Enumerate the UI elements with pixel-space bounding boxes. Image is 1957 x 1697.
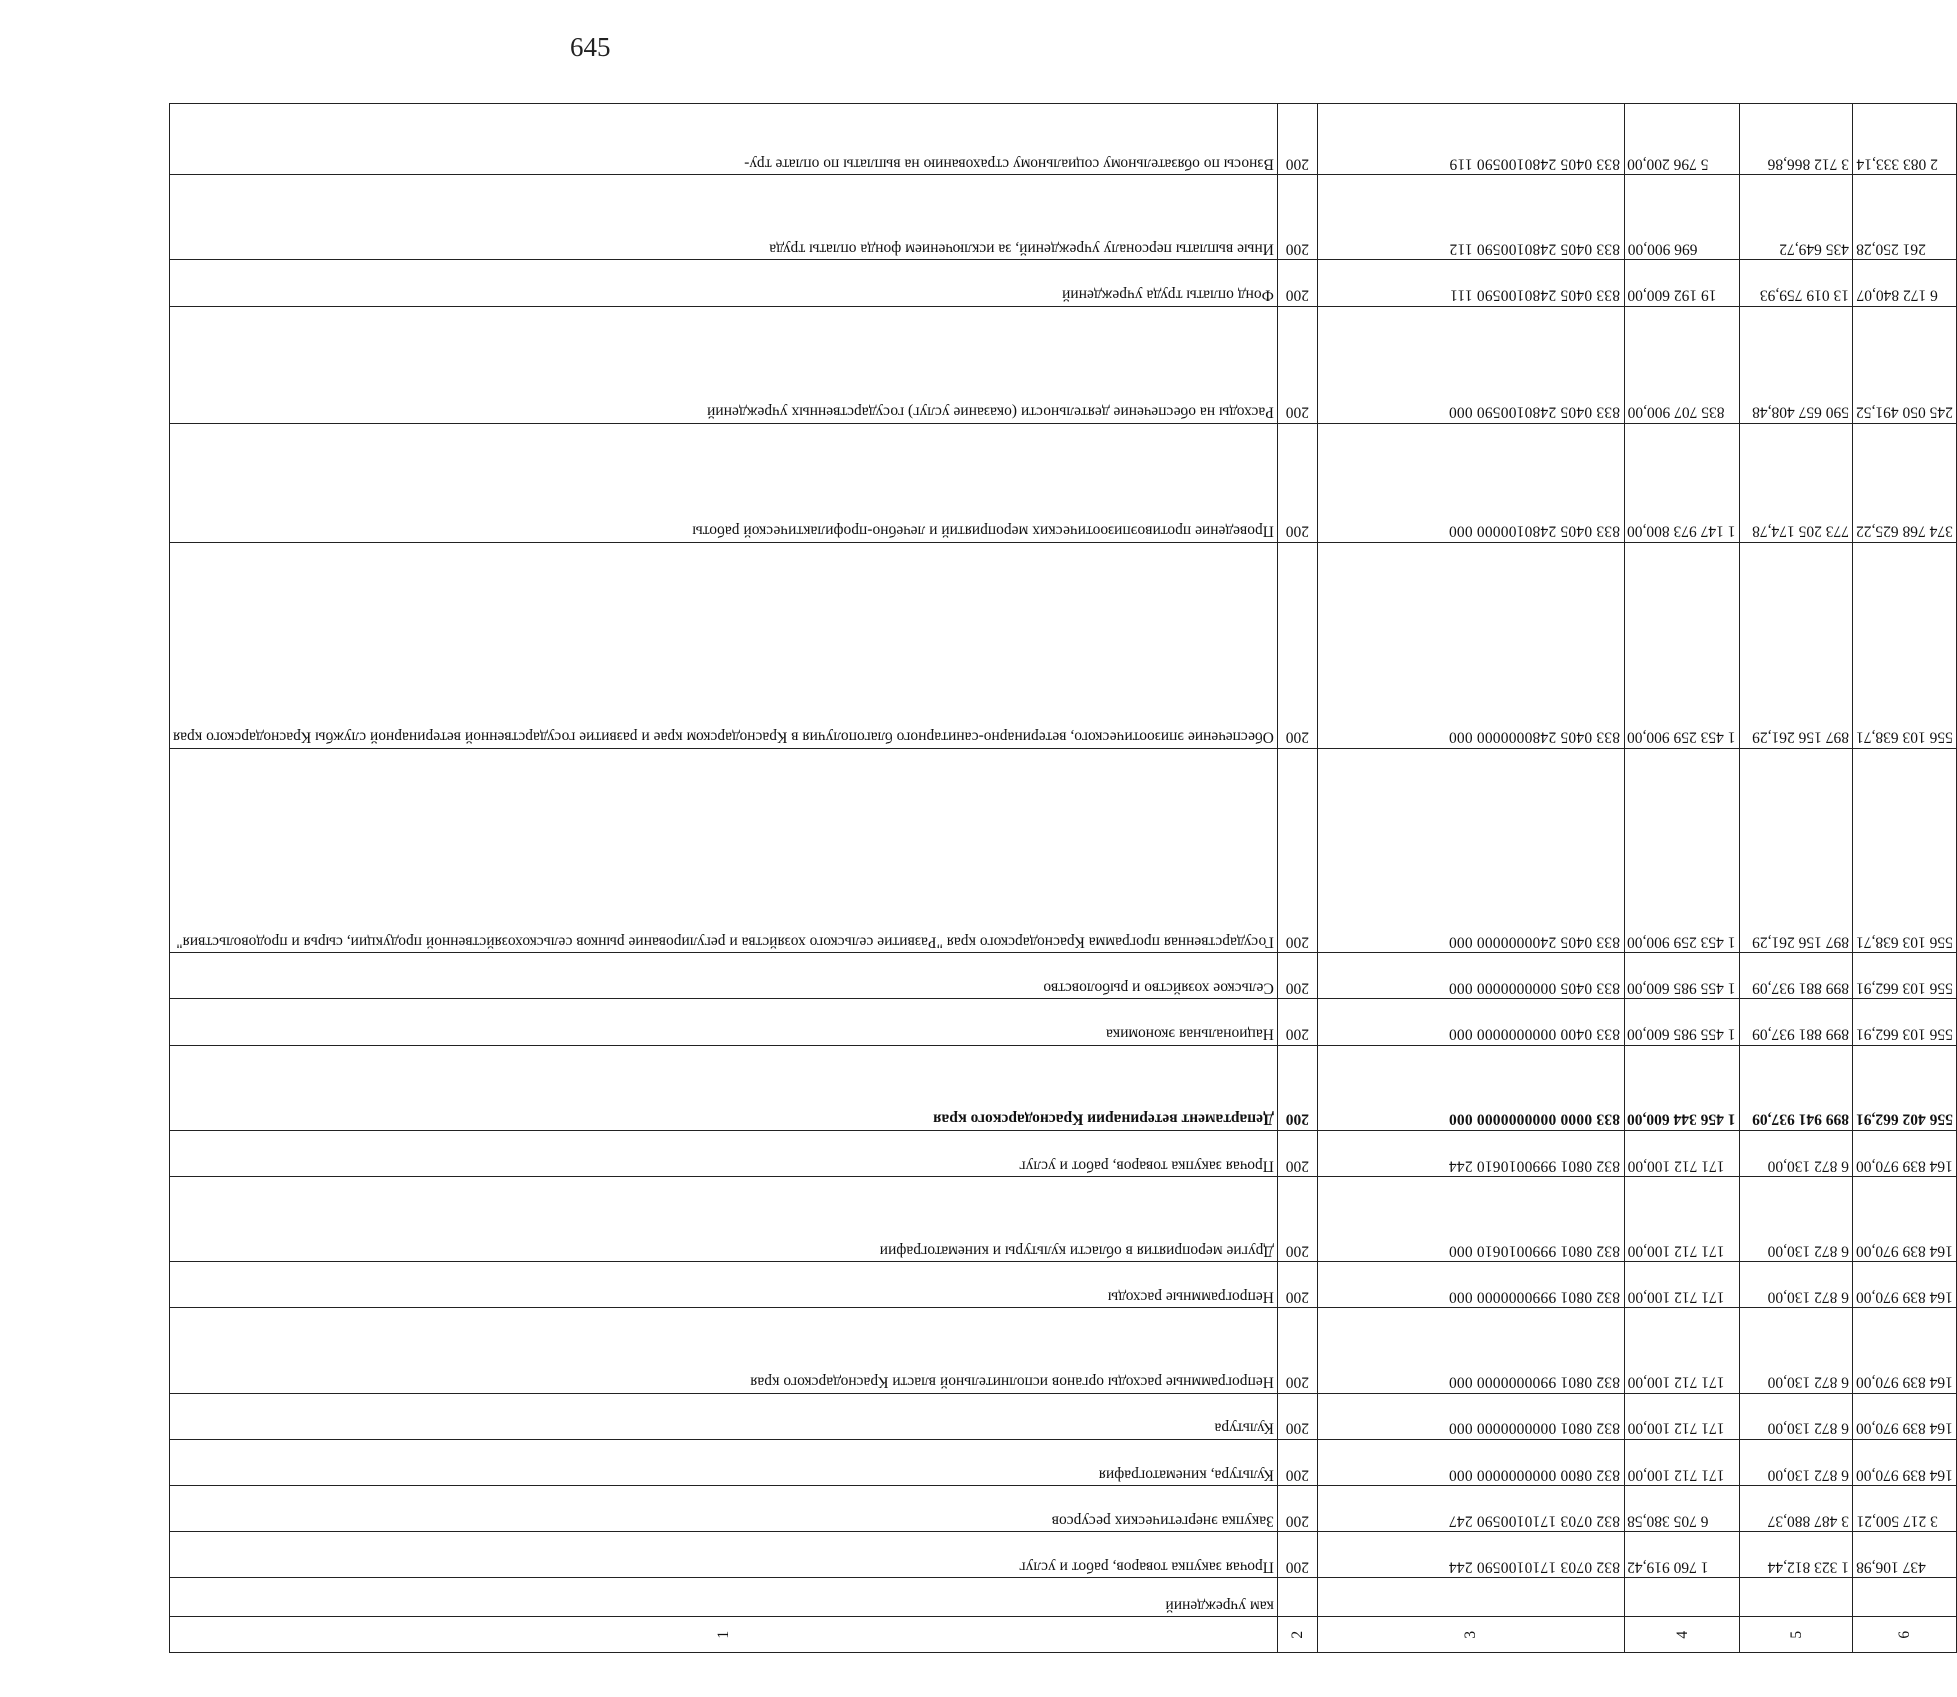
row-remainder-cell: 556 402 662,91 — [1853, 1045, 1957, 1130]
row-remainder-cell: 164 839 970,00 — [1853, 1130, 1957, 1176]
row-name-cell: Национальная экономика — [170, 999, 1278, 1045]
row-group-cell: 200 — [1277, 953, 1317, 999]
row-approved-cell: 171 712 100,00 — [1624, 1439, 1740, 1485]
row-name-cell: Культура — [170, 1393, 1278, 1439]
row-name-cell: Прочая закупка товаров, работ и услуг — [170, 1130, 1278, 1176]
row-executed-cell — [1740, 1578, 1853, 1617]
row-code-cell: 833 0405 2480100590 112 — [1317, 175, 1624, 260]
row-group-cell: 200 — [1277, 1177, 1317, 1262]
row-code-cell: 833 0405 2480100590 111 — [1317, 260, 1624, 306]
row-name-cell: Непрограммные расходы — [170, 1262, 1278, 1308]
row-executed-cell: 897 156 261,29 — [1740, 542, 1853, 748]
row-name-cell: Прочая закупка товаров, работ и услуг — [170, 1532, 1278, 1578]
row-approved-cell: 1 147 973 800,00 — [1624, 423, 1740, 542]
row-code-cell: 832 0801 9900000000 000 — [1317, 1308, 1624, 1393]
row-executed-cell: 899 881 937,09 — [1740, 953, 1853, 999]
row-group-cell: 200 — [1277, 748, 1317, 952]
row-executed-cell: 13 019 759,93 — [1740, 260, 1853, 306]
row-name-cell: кам учреждений — [170, 1578, 1278, 1617]
row-name-cell: Закупка энергетических ресурсов — [170, 1486, 1278, 1532]
row-code-cell: 832 0800 0000000000 000 — [1317, 1439, 1624, 1485]
row-approved-cell: 1 455 985 600,00 — [1624, 999, 1740, 1045]
row-remainder-cell: 437 106,98 — [1853, 1532, 1957, 1578]
column-header: 1 — [170, 1617, 1278, 1653]
row-approved-cell: 835 707 900,00 — [1624, 306, 1740, 423]
row-group-cell: 200 — [1277, 1532, 1317, 1578]
row-approved-cell: 1 455 985 600,00 — [1624, 953, 1740, 999]
row-executed-cell: 1 323 812,44 — [1740, 1532, 1853, 1578]
row-remainder-cell: 245 050 491,52 — [1853, 306, 1957, 423]
field-row-2 — [1277, 104, 1317, 1653]
row-remainder-cell: 556 103 662,91 — [1853, 999, 1957, 1045]
row-executed-cell: 6 872 130,00 — [1740, 1308, 1853, 1393]
row-group-cell: 200 — [1277, 306, 1317, 423]
row-code-cell: 833 0405 0000000000 000 — [1317, 953, 1624, 999]
row-group-cell: 200 — [1277, 542, 1317, 748]
row-executed-cell: 6 872 130,00 — [1740, 1439, 1853, 1485]
row-executed-cell: 3 712 866,86 — [1740, 104, 1853, 175]
row-name-cell: Расходы на обеспечение деятельности (оказание услуг) государственных учреждений — [170, 306, 1278, 423]
column-header: 6 — [1853, 1617, 1957, 1653]
row-approved-cell: 6 705 380,58 — [1624, 1486, 1740, 1532]
row-remainder-cell: 374 768 625,22 — [1853, 423, 1957, 542]
row-code-cell: 832 0801 9990010610 000 — [1317, 1177, 1624, 1262]
row-name-cell: Фонд оплаты труда учреждений — [170, 260, 1278, 306]
row-executed-cell: 6 872 130,00 — [1740, 1262, 1853, 1308]
row-code-cell: 833 0405 2480000000 000 — [1317, 542, 1624, 748]
row-remainder-cell: 164 839 970,00 — [1853, 1393, 1957, 1439]
row-code-cell: 833 0405 2480100590 000 — [1317, 306, 1624, 423]
row-remainder-cell: 164 839 970,00 — [1853, 1308, 1957, 1393]
row-executed-cell: 899 881 937,09 — [1740, 999, 1853, 1045]
row-remainder-cell: 2 083 333,14 — [1853, 104, 1957, 175]
column-header: 2 — [1277, 1617, 1317, 1653]
row-group-cell: 200 — [1277, 1045, 1317, 1130]
row-executed-cell: 6 872 130,00 — [1740, 1177, 1853, 1262]
row-remainder-cell — [1853, 1578, 1957, 1617]
row-remainder-cell: 3 217 500,21 — [1853, 1486, 1957, 1532]
row-name-cell: Обеспечение эпизоотического, ветеринарно-санитарного благополучия в Краснодарском крае и развитие государственной ветеринарной службы Краснодарского края — [170, 542, 1278, 748]
field-row-6 — [1853, 104, 1957, 1653]
row-code-cell: 832 0703 1710100590 247 — [1317, 1486, 1624, 1532]
row-remainder-cell: 261 250,28 — [1853, 175, 1957, 260]
row-executed-cell: 435 649,72 — [1740, 175, 1853, 260]
row-approved-cell: 171 712 100,00 — [1624, 1177, 1740, 1262]
row-remainder-cell: 164 839 970,00 — [1853, 1262, 1957, 1308]
row-code-cell: 833 0405 2480100590 119 — [1317, 104, 1624, 175]
column-header: 3 — [1317, 1617, 1624, 1653]
row-code-cell: 833 0400 0000000000 000 — [1317, 999, 1624, 1045]
row-name-cell: Другие мероприятия в области культуры и кинематографии — [170, 1177, 1278, 1262]
row-remainder-cell: 164 839 970,00 — [1853, 1439, 1957, 1485]
column-header: 5 — [1740, 1617, 1853, 1653]
budget-table-rotated — [169, 103, 1954, 1653]
row-approved-cell: 171 712 100,00 — [1624, 1308, 1740, 1393]
row-name-cell: Сельское хозяйство и рыболовство — [170, 953, 1278, 999]
row-approved-cell: 171 712 100,00 — [1624, 1130, 1740, 1176]
field-row-4 — [1624, 104, 1740, 1653]
row-code-cell: 833 0405 2480100000 000 — [1317, 423, 1624, 542]
row-executed-cell: 773 205 174,78 — [1740, 423, 1853, 542]
row-group-cell: 200 — [1277, 1439, 1317, 1485]
row-name-cell: Проведение противоэпизоотических мероприятий и лечебно-профилактической работы — [170, 423, 1278, 542]
column-header: 4 — [1624, 1617, 1740, 1653]
row-group-cell: 200 — [1277, 1393, 1317, 1439]
row-group-cell: 200 — [1277, 1130, 1317, 1176]
field-row-1 — [170, 104, 1278, 1653]
row-approved-cell — [1624, 1578, 1740, 1617]
row-approved-cell: 1 453 259 900,00 — [1624, 748, 1740, 952]
row-group-cell: 200 — [1277, 1308, 1317, 1393]
row-group-cell: 200 — [1277, 175, 1317, 260]
field-row-3 — [1317, 104, 1624, 1653]
row-code-cell: 832 0801 9990010610 244 — [1317, 1130, 1624, 1176]
row-group-cell: 200 — [1277, 1486, 1317, 1532]
row-code-cell: 832 0801 9990000000 000 — [1317, 1262, 1624, 1308]
row-approved-cell: 5 796 200,00 — [1624, 104, 1740, 175]
row-approved-cell: 171 712 100,00 — [1624, 1262, 1740, 1308]
row-code-cell: 833 0000 0000000000 000 — [1317, 1045, 1624, 1130]
row-name-cell: Культура, кинематография — [170, 1439, 1278, 1485]
row-executed-cell: 897 156 261,29 — [1740, 748, 1853, 952]
row-approved-cell: 171 712 100,00 — [1624, 1393, 1740, 1439]
row-approved-cell: 19 192 600,00 — [1624, 260, 1740, 306]
row-executed-cell: 6 872 130,00 — [1740, 1130, 1853, 1176]
row-name-cell: Взносы по обязательному социальному страхованию на выплаты по оплате тру- — [170, 104, 1278, 175]
row-executed-cell: 3 487 880,37 — [1740, 1486, 1853, 1532]
field-row-5 — [1740, 104, 1853, 1653]
row-code-cell: 832 0801 0000000000 000 — [1317, 1393, 1624, 1439]
row-code-cell — [1317, 1578, 1624, 1617]
row-approved-cell: 1 453 259 900,00 — [1624, 542, 1740, 748]
row-remainder-cell: 556 103 662,91 — [1853, 953, 1957, 999]
row-name-cell: Непрограммные расходы органов исполнительной власти Краснодарского края — [170, 1308, 1278, 1393]
row-executed-cell: 590 657 408,48 — [1740, 306, 1853, 423]
row-group-cell — [1277, 1578, 1317, 1617]
row-group-cell: 200 — [1277, 104, 1317, 175]
row-approved-cell: 1 760 919,42 — [1624, 1532, 1740, 1578]
row-remainder-cell: 556 103 638,71 — [1853, 748, 1957, 952]
row-group-cell: 200 — [1277, 1262, 1317, 1308]
row-executed-cell: 899 941 937,09 — [1740, 1045, 1853, 1130]
row-group-cell: 200 — [1277, 999, 1317, 1045]
row-remainder-cell: 6 172 840,07 — [1853, 260, 1957, 306]
row-name-cell: Иные выплаты персоналу учреждений, за исключением фонда оплаты труда — [170, 175, 1278, 260]
row-name-cell: Государственная программа Краснодарского края "Развитие сельского хозяйства и регулирование рынков сельскохозяйственной продукции, сырья и продовольствия" — [170, 748, 1278, 952]
row-remainder-cell: 556 103 638,71 — [1853, 542, 1957, 748]
row-code-cell: 832 0703 1710100590 244 — [1317, 1532, 1624, 1578]
row-code-cell: 833 0405 2400000000 000 — [1317, 748, 1624, 952]
budget-table — [169, 103, 1957, 1653]
page-number: 645 — [570, 32, 611, 62]
row-executed-cell: 6 872 130,00 — [1740, 1393, 1853, 1439]
row-approved-cell: 696 900,00 — [1624, 175, 1740, 260]
row-name-cell: Департамент ветеринарии Краснодарского края — [170, 1045, 1278, 1130]
row-group-cell: 200 — [1277, 423, 1317, 542]
row-group-cell: 200 — [1277, 260, 1317, 306]
row-approved-cell: 1 456 344 600,00 — [1624, 1045, 1740, 1130]
row-remainder-cell: 164 839 970,00 — [1853, 1177, 1957, 1262]
